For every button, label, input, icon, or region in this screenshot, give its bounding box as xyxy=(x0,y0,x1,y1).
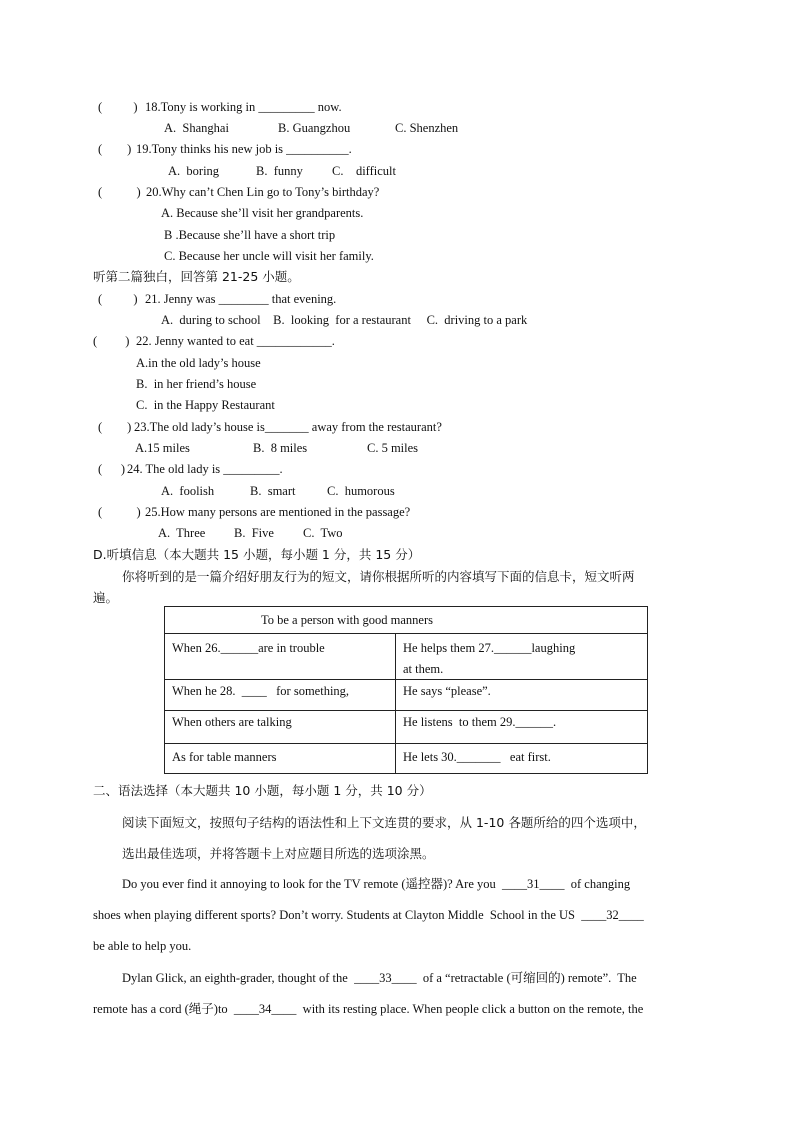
section-2-instr-line1: 阅读下面短文，按照句子结构的语法性和上下文连贯的要求，从 1-10 各题所给的四个选项中， xyxy=(122,815,646,830)
q25-stem: 25.How many persons are mentioned in the passage? xyxy=(145,505,411,519)
q23-option-c: C. 5 miles xyxy=(367,441,419,455)
passage-line4: Dylan Glick, an eighth-grader, thought of the ____33____ of a “retractable (可缩回的) remote”. The xyxy=(122,971,637,985)
section-2-heading: 二、语法选择（本大题共 10 小题，每小题 1 分，共 10 分） xyxy=(93,783,432,798)
q23-option-a: A.15 miles xyxy=(135,441,190,455)
q22-option-b: B. in her friend’s house xyxy=(136,377,257,391)
q21-stem: 21. Jenny was ________ that evening. xyxy=(145,292,337,306)
q21-paren: ( ) xyxy=(98,292,138,306)
q22-option-a: A.in the old lady’s house xyxy=(136,356,261,370)
q24-option-a: A. foolish xyxy=(161,484,215,498)
q24-option-c: C. humorous xyxy=(327,484,395,498)
q20-stem: 20.Why can’t Chen Lin go to Tony’s birthday? xyxy=(146,185,380,199)
part2-instruction: 听第二篇独白，回答第 21-25 小题。 xyxy=(93,269,300,284)
q23-stem: 23.The old lady’s house is_______ away from the restaurant? xyxy=(134,420,442,434)
table-row1-right: He helps them 27.______laughing xyxy=(403,641,576,655)
section-d-intro-line2: 遍。 xyxy=(93,590,119,605)
q20-option-c: C. Because her uncle will visit her family. xyxy=(164,249,374,263)
table-row3-right: He listens to them 29.______. xyxy=(403,715,557,729)
section-d-intro-line1: 你将听到的是一篇介绍好朋友行为的短文，请你根据所听的内容填写下面的信息卡，短文听两 xyxy=(122,569,635,584)
table-row2-left: When he 28. ____ for something, xyxy=(172,684,350,698)
q18-stem: 18.Tony is working in _________ now. xyxy=(145,100,342,114)
q23-option-b: B. 8 miles xyxy=(253,441,308,455)
passage-line2: shoes when playing different sports? Don’t worry. Students at Clayton Middle School in the US ____32____ xyxy=(93,908,644,922)
q24-paren: ( ) xyxy=(98,462,126,476)
q18-option-a: A. Shanghai xyxy=(164,121,229,135)
q22-option-c: C. in the Happy Restaurant xyxy=(136,398,275,412)
q22-stem: 22. Jenny wanted to eat ____________. xyxy=(136,334,335,348)
q25-option-b: B. Five xyxy=(234,526,274,540)
q19-option-c: C. difficult xyxy=(332,164,397,178)
passage-line1: Do you ever find it annoying to look for the TV remote (遥控器)? Are you ____31____ of changing xyxy=(122,877,631,891)
passage-line3: be able to help you. xyxy=(93,939,192,953)
q19-option-b: B. funny xyxy=(256,164,303,178)
table-row4-right: He lets 30._______ eat first. xyxy=(403,750,551,764)
q25-option-a: A. Three xyxy=(158,526,206,540)
q19-paren: ( ) xyxy=(98,142,132,156)
table-row3-left: When others are talking xyxy=(172,715,292,729)
table-row4-left: As for table manners xyxy=(172,750,277,764)
q20-paren: ( ) xyxy=(98,185,141,199)
q18-option-c: C. Shenzhen xyxy=(395,121,459,135)
q22-paren: ( ) xyxy=(93,334,130,348)
table-row1-right-cont: at them. xyxy=(403,662,444,676)
info-card-table xyxy=(164,606,648,774)
passage-line5: remote has a cord (绳子)to ____34____ with its resting place. When people click a button on the remote, the xyxy=(93,1002,644,1016)
section-d-heading: D.听填信息（本大题共 15 小题，每小题 1 分，共 15 分） xyxy=(93,547,421,562)
q24-stem: 24. The old lady is _________. xyxy=(127,462,283,476)
q25-option-c: C. Two xyxy=(303,526,343,540)
q21-options: A. during to school B. looking for a restaurant C. driving to a park xyxy=(161,313,528,327)
q18-paren: ( ) xyxy=(98,100,138,114)
q25-paren: ( ) xyxy=(98,505,141,519)
q19-stem: 19.Tony thinks his new job is __________. xyxy=(136,142,352,156)
q24-option-b: B. smart xyxy=(250,484,296,498)
section-2-instr-line2: 选出最佳选项，并将答题卡上对应题目所选的选项涂黑。 xyxy=(122,846,435,861)
q20-option-a: A. Because she’ll visit her grandparents. xyxy=(161,206,364,220)
q23-paren: ( ) xyxy=(98,420,132,434)
q18-option-b: B. Guangzhou xyxy=(278,121,351,135)
table-title: To be a person with good manners xyxy=(261,613,434,627)
q20-option-b: B .Because she’ll have a short trip xyxy=(164,228,336,242)
table-row2-right: He says “please”. xyxy=(403,684,491,698)
table-row1-left: When 26.______are in trouble xyxy=(172,641,325,655)
q19-option-a: A. boring xyxy=(168,164,220,178)
